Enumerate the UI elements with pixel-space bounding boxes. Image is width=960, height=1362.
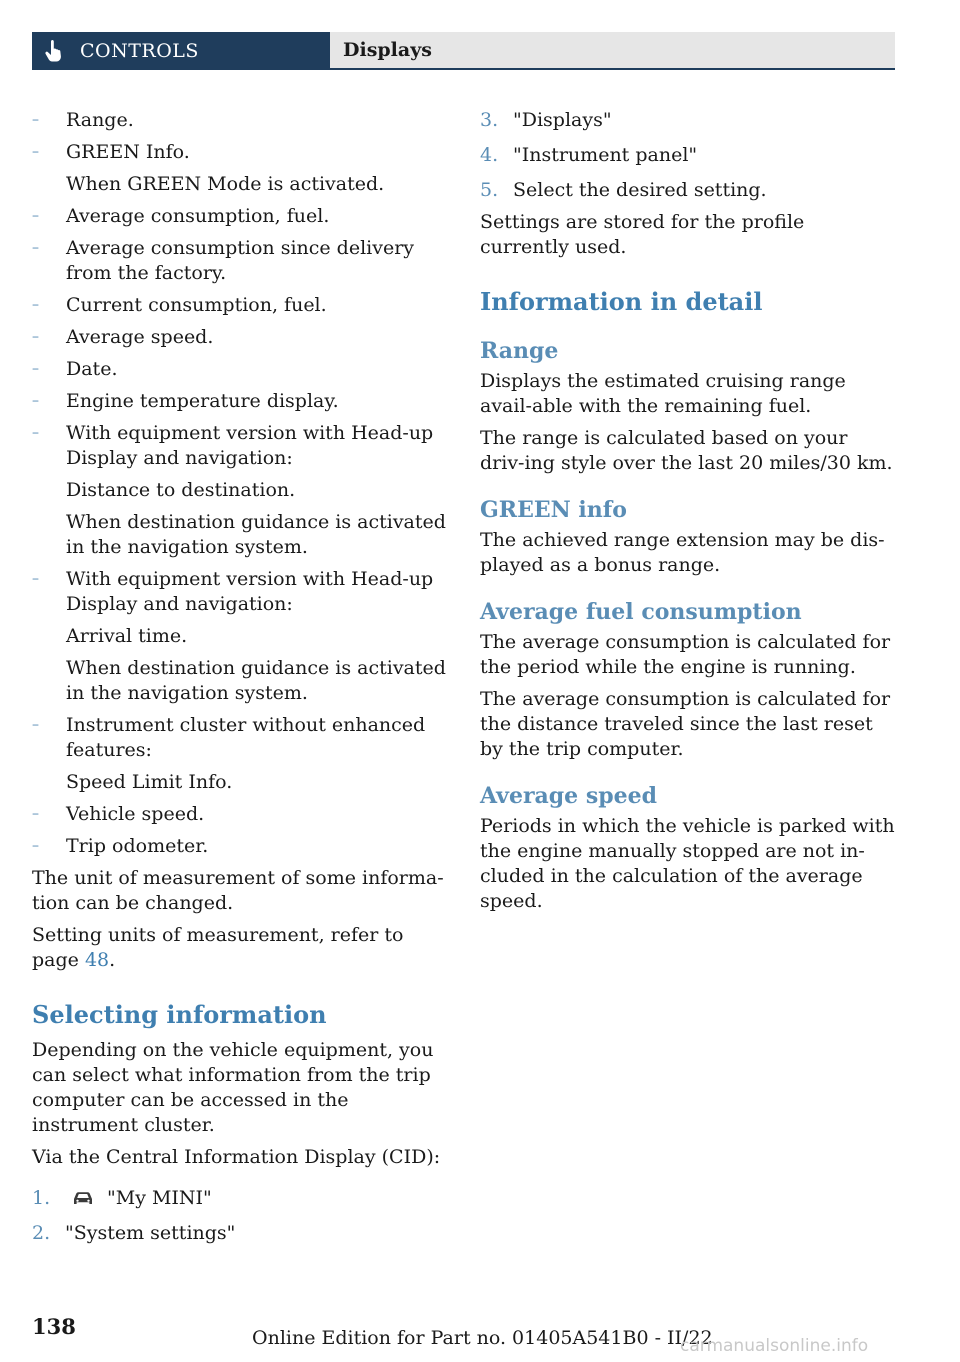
heading-green-info: GREEN info: [480, 497, 627, 523]
chapter-label: CONTROLS: [80, 40, 199, 62]
via-cid-paragraph: Via the Central Information Display (CID):: [32, 1146, 441, 1168]
avg-fuel-paragraph-2: The average consumption is calculated for the distance traveled since the last reset by the trip computer.: [480, 688, 891, 760]
chapter-tab: [32, 32, 330, 70]
section-bar: [330, 32, 895, 70]
step-text: "Displays": [513, 109, 612, 131]
dash-bullet: –: [32, 361, 39, 377]
heading-selecting-information: Selecting information: [32, 1000, 327, 1029]
page-header: [32, 32, 895, 70]
list-item: [32, 357, 448, 382]
dash-bullet: –: [32, 240, 39, 256]
list-item-text: Instrument cluster without enhanced features:: [66, 714, 426, 761]
list-item: [32, 236, 448, 286]
list-item-subtext: When destination guidance is activated in the navigation system.: [66, 511, 446, 558]
step-item: [480, 178, 896, 203]
right-column: [480, 108, 896, 921]
dash-bullet: –: [32, 329, 39, 345]
step-number: 1.: [32, 1187, 51, 1209]
list-item: [32, 108, 448, 133]
dash-bullet: –: [32, 393, 39, 409]
list-item-subtext: Speed Limit Info.: [66, 771, 233, 793]
car-icon: [71, 1190, 95, 1206]
dash-bullet: –: [32, 144, 39, 160]
dash-bullet: –: [32, 571, 39, 587]
watermark: carmanualsonline.info: [680, 1336, 869, 1356]
step-item: [32, 1221, 448, 1246]
list-item: [32, 204, 448, 229]
setting-units-paragraph: Setting units of measurement, refer to page 48.: [32, 924, 404, 971]
dash-bullet: –: [32, 112, 39, 128]
list-item: [32, 713, 448, 795]
list-item-text: Trip odometer.: [66, 835, 209, 857]
range-paragraph-1: Displays the estimated cruising range avail-able with the remaining fuel.: [480, 370, 846, 417]
heading-average-fuel-consumption: Average fuel consumption: [480, 599, 802, 625]
list-item: [32, 389, 448, 414]
dash-bullet: –: [32, 838, 39, 854]
list-item-text: Date.: [66, 358, 118, 380]
dash-bullet: –: [32, 717, 39, 733]
list-item-subtext: When GREEN Mode is activated.: [66, 173, 385, 195]
heading-range: Range: [480, 338, 559, 364]
list-item-subtext: Arrival time.: [66, 625, 188, 647]
list-item-text: Average speed.: [66, 326, 214, 348]
list-item-text: With equipment version with Head-up Display and navigation:: [66, 422, 434, 469]
step-item: [480, 108, 896, 133]
step-item: [480, 143, 896, 168]
edition-note: Online Edition for Part no. 01405A541B0 - II/22: [252, 1327, 713, 1349]
dash-bullet: –: [32, 297, 39, 313]
list-item-text: Engine temperature display.: [66, 390, 339, 412]
selecting-paragraph: Depending on the vehicle equipment, you can select what information from the trip computer can be accessed in the instrument cluster.: [32, 1039, 434, 1136]
list-item-text: Range.: [66, 109, 134, 131]
stored-paragraph: Settings are stored for the profile currently used.: [480, 211, 805, 258]
steps-list: [32, 1186, 448, 1246]
step-text: "My MINI": [107, 1187, 212, 1209]
list-item-text: With equipment version with Head-up Display and navigation:: [66, 568, 434, 615]
list-item-text: GREEN Info.: [66, 141, 190, 163]
step-number: 3.: [480, 109, 499, 131]
info-list: [32, 108, 448, 859]
list-item-subtext: When destination guidance is activated in the navigation system.: [66, 657, 446, 704]
step-text: Select the desired setting.: [513, 179, 767, 201]
list-item: [32, 834, 448, 859]
avg-fuel-paragraph-1: The average consumption is calculated for the period while the engine is running.: [480, 631, 891, 678]
dash-bullet: –: [32, 806, 39, 822]
list-item-text: Average consumption since delivery from the factory.: [66, 237, 415, 284]
heading-information-in-detail: Information in detail: [480, 287, 763, 316]
step-text: "System settings": [65, 1222, 236, 1244]
list-item: [32, 802, 448, 827]
step-item: [32, 1186, 448, 1211]
list-item-text: Average consumption, fuel.: [66, 205, 330, 227]
list-item: [32, 421, 448, 560]
heading-average-speed: Average speed: [480, 783, 657, 809]
page-link[interactable]: 48: [84, 949, 110, 971]
range-paragraph-2: The range is calculated based on your driv-ing style over the last 20 miles/30 km.: [480, 427, 893, 474]
list-item-text: Current consumption, fuel.: [66, 294, 327, 316]
list-item: [32, 567, 448, 706]
list-item-text: Vehicle speed.: [66, 803, 205, 825]
dash-bullet: –: [32, 425, 39, 441]
step-text: "Instrument panel": [513, 144, 698, 166]
dash-bullet: –: [32, 208, 39, 224]
list-item: [32, 140, 448, 197]
page-number: 138: [32, 1314, 76, 1339]
steps-list-continued: [480, 108, 896, 203]
list-item: [32, 293, 448, 318]
step-number: 2.: [32, 1222, 51, 1244]
pointing-hand-icon: [44, 40, 64, 62]
units-paragraph: The unit of measurement of some informa-tion can be changed.: [32, 867, 444, 914]
step-number: 5.: [480, 179, 499, 201]
avg-speed-paragraph: Periods in which the vehicle is parked with the engine manually stopped are not in-cluded in the calculation of the average speed.: [480, 815, 895, 912]
section-title: Displays: [343, 39, 432, 61]
step-number: 4.: [480, 144, 499, 166]
list-item: [32, 325, 448, 350]
list-item-subtext: Distance to destination.: [66, 479, 296, 501]
left-column: [32, 108, 448, 1256]
green-paragraph: The achieved range extension may be dis-played as a bonus range.: [480, 529, 885, 576]
